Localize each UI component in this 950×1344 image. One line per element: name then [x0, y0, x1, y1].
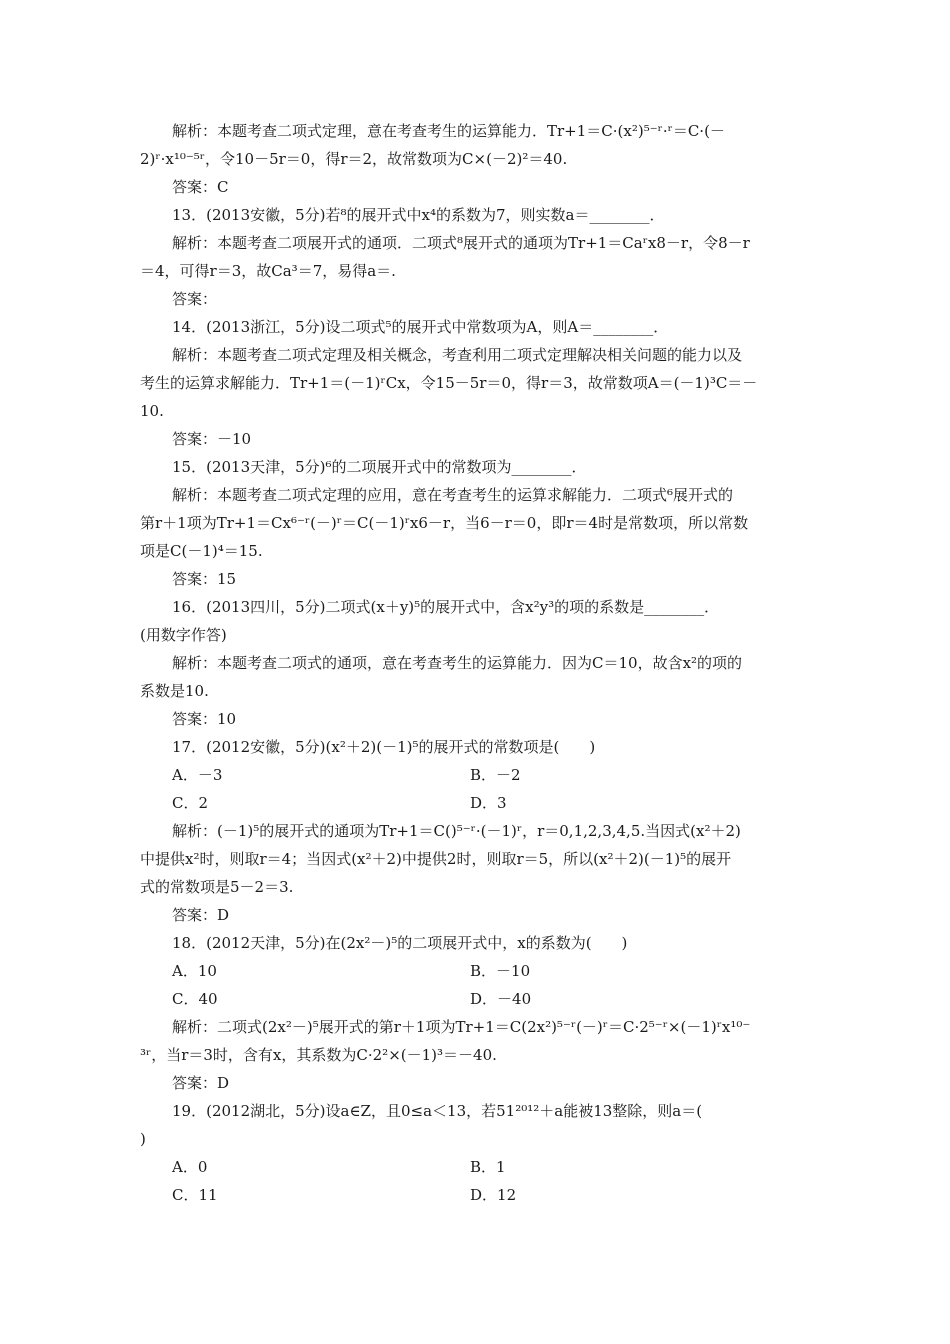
q14-question: 14．(2013浙江，5分)设二项式⁵的展开式中常数项为A，则A＝________． [172, 318, 669, 336]
q18-analysis-line-1: 解析：二项式(2x²－)⁵展开式的第r＋1项为Tr+1＝C(2x²)⁵⁻ʳ(－)ʳ＝C·2⁵⁻ʳ×(－1)ʳx¹⁰⁻ [172, 1018, 751, 1036]
q15-analysis-line-3: 项是C(－1)⁴＝15. [140, 542, 263, 560]
q18-question: 18．(2012天津，5分)在(2x²－)⁵的二项展开式中，x的系数为( ) [172, 934, 628, 952]
q12-analysis-line-2: 2)ʳ·x¹⁰⁻⁵ʳ，令10－5r＝0，得r＝2，故常数项为C×(－2)²＝40. [140, 150, 568, 168]
q16-analysis-line-2: 系数是10. [140, 682, 209, 700]
q15-answer: 答案：15 [172, 570, 237, 588]
q17-option-d: D．3 [470, 794, 507, 812]
q19-question-line-1: 19．(2012湖北，5分)设a∈Z，且0≤a＜13，若51²⁰¹²＋a能被13整除，则a＝( [172, 1102, 703, 1120]
q18-option-a: A．10 [172, 962, 217, 980]
q16-question-line-2: (用数字作答) [140, 626, 227, 644]
q18-option-b: B．－10 [470, 962, 531, 980]
q17-option-c: C．2 [172, 794, 209, 812]
q16-analysis-line-1: 解析：本题考查二项式的通项，意在考查考生的运算能力．因为C＝10，故含x²的项的 [172, 654, 743, 672]
q13-answer: 答案： [172, 290, 218, 308]
q15-analysis-line-2: 第r＋1项为Tr+1＝Cx⁶⁻ʳ(－)ʳ＝C(－1)ʳx6－r，当6－r＝0，即r＝4时是常数项，所以常数 [140, 514, 749, 532]
q16-question-line-1: 16．(2013四川，5分)二项式(x＋y)⁵的展开式中，含x²y³的项的系数是________． [172, 598, 720, 616]
q16-answer: 答案：10 [172, 710, 237, 728]
q17-analysis-line-2: 中提供x²时，则取r＝4；当因式(x²＋2)中提供2时，则取r＝5，所以(x²＋2)(－1)⁵的展开 [140, 850, 732, 868]
q14-answer: 答案：－10 [172, 430, 252, 448]
q17-option-b: B．－2 [470, 766, 521, 784]
q17-analysis-line-1: 解析：(－1)⁵的展开式的通项为Tr+1＝C()⁵⁻ʳ·(－1)ʳ，r＝0,1,2,3,4,5.当因式(x²＋2) [172, 822, 741, 840]
q19-question-line-2: ) [140, 1130, 146, 1148]
q17-question: 17．(2012安徽，5分)(x²＋2)(－1)⁵的展开式的常数项是( ) [172, 738, 596, 756]
q19-option-b: B．1 [470, 1158, 506, 1176]
q15-question: 15．(2013天津，5分)⁶的二项展开式中的常数项为________． [172, 458, 587, 476]
q14-analysis-line-3: 10. [140, 402, 164, 420]
q13-question: 13．(2013安徽，5分)若⁸的展开式中x⁴的系数为7，则实数a＝________． [172, 206, 665, 224]
q18-answer: 答案：D [172, 1074, 230, 1092]
q17-option-a: A．－3 [172, 766, 223, 784]
q19-option-d: D．12 [470, 1186, 517, 1204]
q18-option-d: D．－40 [470, 990, 532, 1008]
q12-answer: 答案：C [172, 178, 229, 196]
q17-answer: 答案：D [172, 906, 230, 924]
q17-analysis-line-3: 式的常数项是5－2＝3. [140, 878, 294, 896]
q12-analysis-line-1: 解析：本题考查二项式定理，意在考查考生的运算能力．Tr+1＝C·(x²)⁵⁻ʳ·ʳ＝C·(－ [172, 122, 725, 140]
q18-option-c: C．40 [172, 990, 218, 1008]
q19-option-a: A．0 [172, 1158, 208, 1176]
q15-analysis-line-1: 解析：本题考查二项式定理的应用，意在考查考生的运算求解能力．二项式⁶展开式的 [172, 486, 734, 504]
q14-analysis-line-1: 解析：本题考查二项式定理及相关概念，考查利用二项式定理解决相关问题的能力以及 [172, 346, 743, 364]
q18-analysis-line-2: ³ʳ，当r＝3时，含有x，其系数为C·2²×(－1)³＝－40. [140, 1046, 497, 1064]
q13-analysis-line-2: ＝4，可得r＝3，故Ca³＝7，易得a＝. [140, 262, 396, 280]
q13-analysis-line-1: 解析：本题考查二项展开式的通项．二项式⁸展开式的通项为Tr+1＝Caʳx8－r，令8－r [172, 234, 750, 252]
q19-option-c: C．11 [172, 1186, 218, 1204]
q14-analysis-line-2: 考生的运算求解能力．Tr+1＝(－1)ʳCx，令15－5r＝0，得r＝3，故常数项A＝(－1)³C＝－ [140, 374, 758, 392]
